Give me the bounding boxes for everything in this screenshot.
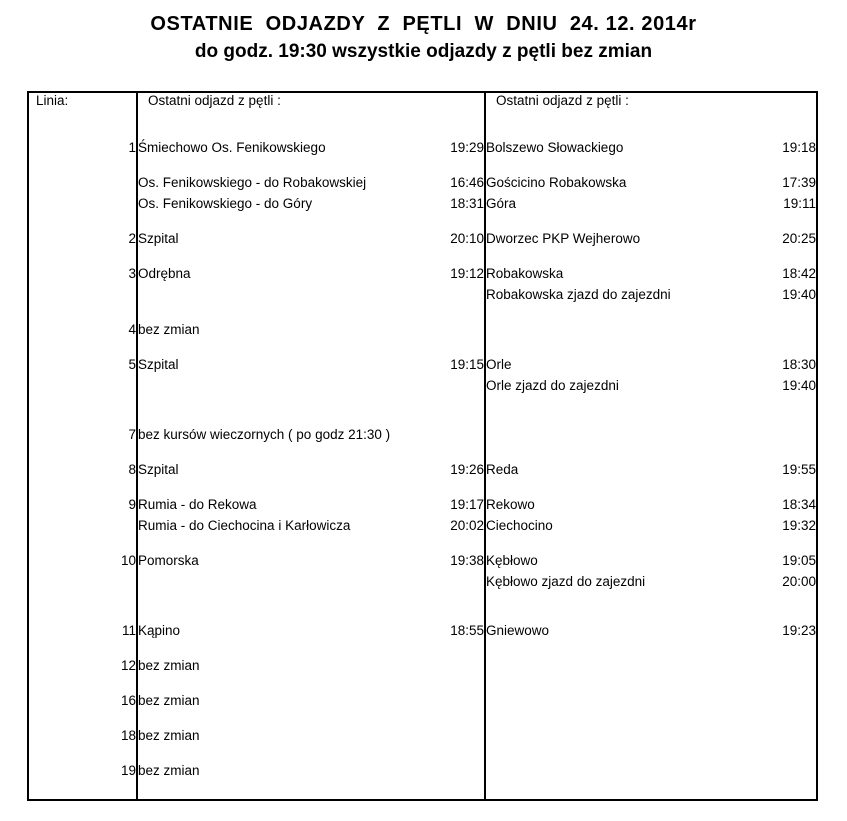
spacer-cell bbox=[485, 592, 750, 606]
spacer-cell bbox=[750, 214, 816, 228]
spacer-cell bbox=[485, 340, 750, 354]
left-stop-name: Odrębna bbox=[138, 266, 191, 281]
spacer-cell bbox=[29, 536, 137, 550]
table-spacer-row bbox=[29, 480, 816, 494]
table-spacer-row bbox=[29, 249, 816, 263]
spacer-cell bbox=[485, 410, 750, 424]
line-number: 10 bbox=[29, 550, 137, 571]
spacer-cell bbox=[415, 410, 485, 424]
left-stop-name: Szpital bbox=[138, 357, 179, 372]
line-number: 4 bbox=[29, 319, 137, 340]
spacer-cell bbox=[137, 606, 415, 620]
spacer-cell bbox=[485, 445, 750, 459]
table-row bbox=[29, 319, 816, 340]
line-number bbox=[29, 284, 137, 305]
left-departure-time: 19:12 bbox=[450, 266, 485, 281]
table-spacer-row bbox=[29, 641, 816, 655]
right-departure-time: 20:00 bbox=[782, 574, 817, 589]
spacer-cell bbox=[750, 676, 816, 690]
right-departure-time bbox=[750, 319, 816, 340]
spacer-cell bbox=[137, 396, 415, 410]
right-departure-time: 20:25 bbox=[782, 231, 817, 246]
right-stop-name: Gniewowo bbox=[485, 620, 750, 641]
table-row bbox=[29, 284, 816, 305]
filler-cell bbox=[485, 781, 750, 799]
line-note: bez zmian bbox=[138, 322, 200, 337]
table-spacer-row bbox=[29, 536, 816, 550]
table-spacer-row bbox=[29, 711, 816, 725]
right-departure-time: 19:18 bbox=[782, 140, 817, 155]
table-spacer-row bbox=[29, 340, 816, 354]
line-number: 5 bbox=[29, 354, 137, 375]
table-row bbox=[29, 424, 816, 445]
spacer-cell bbox=[485, 480, 750, 494]
right-stop-name: Kębłowo zjazd do zajezdni bbox=[485, 571, 750, 592]
right-stop-name: Rekowo bbox=[485, 494, 750, 515]
line-number: 11 bbox=[29, 620, 137, 641]
right-stop-name: Kębłowo bbox=[485, 550, 750, 571]
title-block bbox=[0, 0, 847, 66]
spacer-cell bbox=[29, 340, 137, 354]
line-number: 8 bbox=[29, 459, 137, 480]
line-note: bez kursów wieczornych ( po godz 21:30 ) bbox=[138, 427, 391, 442]
spacer-cell bbox=[29, 396, 137, 410]
line-number: 19 bbox=[29, 760, 137, 781]
table-row bbox=[29, 620, 816, 641]
right-stop-name: Góra bbox=[485, 193, 750, 214]
spacer-cell bbox=[137, 410, 415, 424]
table-row bbox=[29, 515, 816, 536]
spacer-cell bbox=[485, 746, 750, 760]
right-stop-name: Orle bbox=[485, 354, 750, 375]
spacer-cell bbox=[29, 214, 137, 228]
spacer-cell bbox=[485, 158, 750, 172]
spacer-cell bbox=[485, 641, 750, 655]
left-stop-name: Os. Fenikowskiego - do Góry bbox=[138, 196, 313, 211]
spacer-cell bbox=[137, 676, 415, 690]
left-departure-time: 18:31 bbox=[450, 196, 485, 211]
right-stop-name: Reda bbox=[485, 459, 750, 480]
left-stop-name bbox=[137, 375, 415, 396]
spacer-cell bbox=[29, 676, 137, 690]
spacer-cell bbox=[415, 158, 485, 172]
right-departure-time: 18:34 bbox=[782, 497, 817, 512]
table-row bbox=[29, 494, 816, 515]
left-departure-time: 20:10 bbox=[450, 231, 485, 246]
left-departure-time bbox=[415, 284, 485, 305]
right-departure-time bbox=[750, 655, 816, 676]
spacer-cell bbox=[485, 711, 750, 725]
table-row bbox=[29, 354, 816, 375]
right-stop-name: Gościcino Robakowska bbox=[485, 172, 750, 193]
schedule-table bbox=[29, 93, 816, 799]
left-departure-time: 20:02 bbox=[450, 518, 485, 533]
left-stop-name bbox=[137, 571, 415, 592]
spacer-cell bbox=[415, 480, 485, 494]
table-spacer-row bbox=[29, 606, 816, 620]
left-stop-name: Rumia - do Rekowa bbox=[138, 497, 257, 512]
line-number bbox=[29, 375, 137, 396]
table-row bbox=[29, 172, 816, 193]
table-spacer-row bbox=[29, 676, 816, 690]
spacer-cell bbox=[415, 536, 485, 550]
right-stop-name bbox=[485, 725, 750, 746]
line-number: 12 bbox=[29, 655, 137, 676]
line-number bbox=[29, 172, 137, 193]
right-departure-time: 19:23 bbox=[782, 623, 817, 638]
spacer-cell bbox=[750, 158, 816, 172]
left-stop-name: Szpital bbox=[138, 462, 179, 477]
left-departure-time: 18:55 bbox=[450, 623, 485, 638]
line-number: 9 bbox=[29, 494, 137, 515]
spacer-cell bbox=[29, 249, 137, 263]
spacer-cell bbox=[485, 676, 750, 690]
left-stop-name: Pomorska bbox=[138, 553, 199, 568]
left-stop-name: Rumia - do Ciechocina i Karłowicza bbox=[138, 518, 351, 533]
spacer-cell bbox=[137, 536, 415, 550]
spacer-cell bbox=[29, 158, 137, 172]
spacer-cell bbox=[750, 123, 816, 137]
right-stop-name: Robakowska bbox=[485, 263, 750, 284]
left-departure-time: 19:38 bbox=[450, 553, 485, 568]
spacer-cell bbox=[137, 641, 415, 655]
right-departure-time bbox=[750, 424, 816, 445]
spacer-cell bbox=[415, 396, 485, 410]
left-stop-name: Os. Fenikowskiego - do Robakowskiej bbox=[138, 175, 367, 190]
spacer-cell bbox=[750, 410, 816, 424]
table-spacer-row bbox=[29, 592, 816, 606]
spacer-cell bbox=[485, 606, 750, 620]
filler-cell bbox=[750, 781, 816, 799]
spacer-cell bbox=[415, 641, 485, 655]
spacer-cell bbox=[485, 249, 750, 263]
filler-cell bbox=[415, 781, 485, 799]
table-row bbox=[29, 228, 816, 249]
page-title: OSTATNIE ODJAZDY Z PĘTLI W DNIU 24. 12. 2014r bbox=[150, 13, 697, 35]
spacer-cell bbox=[29, 641, 137, 655]
spacer-cell bbox=[137, 249, 415, 263]
right-departure-time: 19:11 bbox=[783, 196, 817, 211]
left-departure-time: 19:15 bbox=[450, 357, 485, 372]
right-stop-name: Dworzec PKP Wejherowo bbox=[485, 228, 750, 249]
left-departure-time: 19:17 bbox=[450, 497, 485, 512]
spacer-cell bbox=[29, 480, 137, 494]
line-note: bez zmian bbox=[138, 763, 200, 778]
table-row bbox=[29, 375, 816, 396]
table-row bbox=[29, 137, 816, 158]
line-number bbox=[29, 193, 137, 214]
table-row bbox=[29, 193, 816, 214]
page-subtitle: do godz. 19:30 wszystkie odjazdy z pętli bez zmian bbox=[194, 41, 653, 62]
table-spacer-row bbox=[29, 746, 816, 760]
header-departure-left: Ostatni odjazd z pętli : bbox=[148, 93, 281, 108]
spacer-cell bbox=[29, 445, 137, 459]
table-spacer-row bbox=[29, 305, 816, 319]
right-departure-time: 19:05 bbox=[782, 553, 817, 568]
spacer-cell bbox=[29, 410, 137, 424]
spacer-cell bbox=[485, 536, 750, 550]
line-note: bez zmian bbox=[138, 658, 200, 673]
spacer-cell bbox=[137, 158, 415, 172]
table-row bbox=[29, 655, 816, 676]
line-number: 3 bbox=[29, 263, 137, 284]
right-stop-name: Ciechocino bbox=[485, 515, 750, 536]
spacer-cell bbox=[137, 592, 415, 606]
spacer-cell bbox=[750, 445, 816, 459]
left-departure-time bbox=[415, 571, 485, 592]
line-number: 7 bbox=[29, 424, 137, 445]
right-departure-time bbox=[750, 760, 816, 781]
spacer-cell bbox=[137, 305, 415, 319]
spacer-cell bbox=[29, 592, 137, 606]
right-stop-name bbox=[485, 760, 750, 781]
spacer-cell bbox=[750, 480, 816, 494]
filler-cell bbox=[29, 781, 137, 799]
spacer-cell bbox=[415, 214, 485, 228]
right-stop-name: Orle zjazd do zajezdni bbox=[485, 375, 750, 396]
spacer-cell bbox=[415, 123, 485, 137]
table-filler-row bbox=[29, 781, 816, 799]
table-spacer-row bbox=[29, 396, 816, 410]
table-spacer-row bbox=[29, 214, 816, 228]
right-departure-time bbox=[750, 725, 816, 746]
spacer-cell bbox=[137, 123, 415, 137]
right-departure-time: 18:42 bbox=[782, 266, 817, 281]
right-stop-name: Bolszewo Słowackiego bbox=[485, 137, 750, 158]
right-departure-time: 19:55 bbox=[782, 462, 817, 477]
spacer-cell bbox=[415, 249, 485, 263]
left-departure-time: 16:46 bbox=[450, 175, 485, 190]
left-departure-time: 19:26 bbox=[450, 462, 485, 477]
right-stop-name bbox=[485, 319, 750, 340]
header-departure-right: Ostatni odjazd z pętli : bbox=[485, 93, 816, 123]
spacer-cell bbox=[29, 746, 137, 760]
line-number: 16 bbox=[29, 690, 137, 711]
right-stop-name bbox=[485, 655, 750, 676]
line-number: 1 bbox=[29, 137, 137, 158]
right-departure-time: 19:32 bbox=[782, 518, 817, 533]
right-departure-time: 18:30 bbox=[782, 357, 817, 372]
header-line: Linia: bbox=[29, 93, 137, 123]
spacer-cell bbox=[485, 396, 750, 410]
spacer-cell bbox=[750, 606, 816, 620]
filler-cell bbox=[137, 781, 415, 799]
table-row bbox=[29, 571, 816, 592]
right-departure-time: 17:39 bbox=[782, 175, 817, 190]
table-row bbox=[29, 550, 816, 571]
table-spacer-row bbox=[29, 158, 816, 172]
spacer-cell bbox=[415, 340, 485, 354]
spacer-cell bbox=[137, 746, 415, 760]
table-row bbox=[29, 459, 816, 480]
left-departure-time: 19:29 bbox=[450, 140, 485, 155]
spacer-cell bbox=[750, 536, 816, 550]
table-row bbox=[29, 263, 816, 284]
left-departure-time bbox=[415, 375, 485, 396]
spacer-cell bbox=[415, 676, 485, 690]
line-note: bez zmian bbox=[138, 728, 200, 743]
line-number: 2 bbox=[29, 228, 137, 249]
spacer-cell bbox=[29, 606, 137, 620]
right-stop-name bbox=[485, 690, 750, 711]
spacer-cell bbox=[137, 214, 415, 228]
table-spacer-row bbox=[29, 410, 816, 424]
spacer-cell bbox=[750, 592, 816, 606]
left-stop-name bbox=[137, 284, 415, 305]
spacer-cell bbox=[750, 746, 816, 760]
spacer-cell bbox=[415, 305, 485, 319]
table-spacer-row bbox=[29, 445, 816, 459]
left-stop-name: Szpital bbox=[138, 231, 179, 246]
right-departure-time: 19:40 bbox=[782, 287, 817, 302]
spacer-cell bbox=[29, 305, 137, 319]
line-note: bez zmian bbox=[138, 693, 200, 708]
spacer-cell bbox=[750, 249, 816, 263]
spacer-cell bbox=[29, 123, 137, 137]
spacer-cell bbox=[750, 396, 816, 410]
right-departure-time bbox=[750, 690, 816, 711]
table-header-row bbox=[29, 93, 816, 123]
right-stop-name bbox=[485, 424, 750, 445]
left-stop-name: Śmiechowo Os. Fenikowskiego bbox=[138, 140, 326, 155]
line-number bbox=[29, 571, 137, 592]
line-number: 18 bbox=[29, 725, 137, 746]
right-departure-time: 19:40 bbox=[782, 378, 817, 393]
spacer-cell bbox=[415, 746, 485, 760]
spacer-cell bbox=[750, 305, 816, 319]
table-row bbox=[29, 725, 816, 746]
line-number bbox=[29, 515, 137, 536]
schedule-table-container bbox=[27, 91, 818, 801]
spacer-cell bbox=[750, 641, 816, 655]
table-spacer-row bbox=[29, 123, 816, 137]
spacer-cell bbox=[415, 606, 485, 620]
spacer-cell bbox=[137, 711, 415, 725]
spacer-cell bbox=[750, 340, 816, 354]
left-stop-name: Kąpino bbox=[138, 623, 181, 638]
spacer-cell bbox=[415, 592, 485, 606]
spacer-cell bbox=[485, 123, 750, 137]
spacer-cell bbox=[137, 445, 415, 459]
spacer-cell bbox=[29, 711, 137, 725]
table-row bbox=[29, 690, 816, 711]
right-stop-name: Robakowska zjazd do zajezdni bbox=[485, 284, 750, 305]
spacer-cell bbox=[137, 340, 415, 354]
spacer-cell bbox=[750, 711, 816, 725]
spacer-cell bbox=[137, 480, 415, 494]
spacer-cell bbox=[485, 214, 750, 228]
spacer-cell bbox=[415, 445, 485, 459]
spacer-cell bbox=[485, 305, 750, 319]
spacer-cell bbox=[415, 711, 485, 725]
table-row bbox=[29, 760, 816, 781]
